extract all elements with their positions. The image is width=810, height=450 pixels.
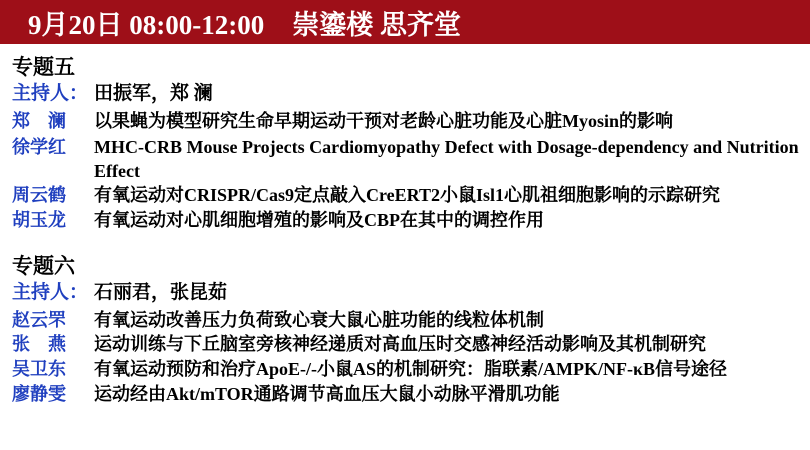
talk-speaker: 郑 澜 <box>12 110 66 131</box>
chair-label: 主持人： <box>12 83 89 105</box>
talk-row <box>12 184 800 208</box>
sessions-container <box>0 44 810 407</box>
talk-title: 以果蝇为模型研究生命早期运动干预对老龄心脏功能及心脏Myosin的影响 <box>94 110 674 131</box>
talk-speaker: 徐学红 <box>12 136 66 157</box>
session-block <box>10 54 800 233</box>
session-title: 专题六 <box>12 253 75 278</box>
section-spacer <box>10 235 800 249</box>
talk-title: MHC-CRB Mouse Projects Cardiomyopathy Defect with Dosage-dependency and Nutrition Effect <box>94 136 799 181</box>
header-bar <box>0 0 810 44</box>
talk-speaker: 赵云罘 <box>12 309 66 330</box>
header-venue: 崇鎏楼 思齐堂 <box>292 9 461 40</box>
talk-title: 有氧运动预防和治疗ApoE-/-小鼠AS的机制研究：脂联素/AMPK/NF-κB信号途径 <box>94 359 727 380</box>
talk-title: 有氧运动改善压力负荷致心衰大鼠心脏功能的线粒体机制 <box>94 309 544 330</box>
talk-speaker: 周云鹤 <box>12 185 66 206</box>
talk-row <box>12 209 800 233</box>
talk-row <box>12 135 800 184</box>
chair-names: 田振军，郑 澜 <box>94 83 213 105</box>
talk-speaker: 廖静雯 <box>12 383 66 404</box>
talk-row <box>12 333 800 357</box>
session-chair <box>12 82 800 107</box>
chair-label: 主持人： <box>12 282 89 304</box>
chair-names: 石丽君，张昆茹 <box>94 282 228 304</box>
talk-row <box>12 383 800 407</box>
talk-row <box>12 110 800 134</box>
talk-title: 运动经由Akt/mTOR通路调节高血压大鼠小动脉平滑肌功能 <box>94 383 560 404</box>
talk-title: 运动训练与下丘脑室旁核神经递质对高血压时交感神经活动影响及其机制研究 <box>94 334 706 355</box>
session-title: 专题五 <box>12 55 75 79</box>
talk-speaker: 吴卫东 <box>12 359 66 380</box>
talk-speaker: 张 燕 <box>12 334 66 355</box>
talk-title: 有氧运动对CRISPR/Cas9定点敲入CreERT2小鼠Isl1心肌祖细胞影响的示踪研究 <box>94 185 721 206</box>
session-chair <box>12 281 800 306</box>
talk-row <box>12 358 800 382</box>
session-block <box>10 253 800 407</box>
header-date-time: 9月20日 08:00-12:00 <box>28 9 265 40</box>
talk-row <box>12 309 800 333</box>
talk-title: 有氧运动对心肌细胞增殖的影响及CBP在其中的调控作用 <box>94 210 544 231</box>
talk-speaker: 胡玉龙 <box>12 210 66 231</box>
